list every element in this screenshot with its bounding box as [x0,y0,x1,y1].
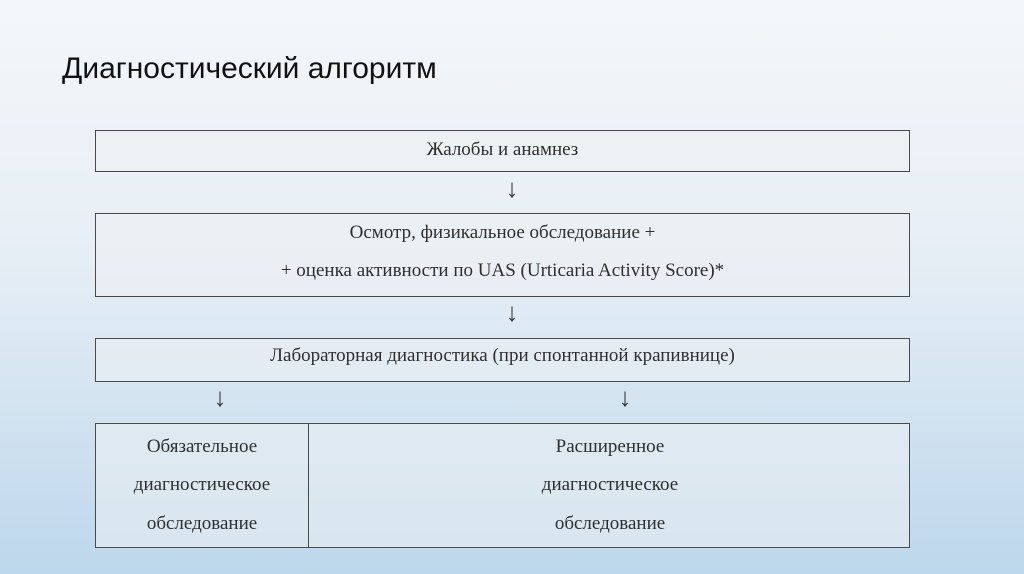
branch-mandatory-line-2: диагностическое [133,474,271,496]
step-examination-line-1: Осмотр, физикальное обследование + [349,222,656,243]
step-lab-diagnostics-label: Лабораторная диагностика (при спонтанной крапивнице) [270,345,735,366]
arrow-down-icon: ↓ [505,298,519,327]
step-complaints [95,130,910,172]
branch-extended-line-2: диагностическое [541,474,679,496]
branch-extended-line-1: Расширенное [555,436,665,458]
step-examination [95,213,910,297]
step-examination-line-2: + оценка активности по UAS (Urticaria Activity Score)* [280,260,725,281]
branch-extended [311,424,909,547]
arrow-down-icon: ↓ [505,174,519,203]
branch-table [95,423,910,548]
step-lab-diagnostics [95,338,910,382]
slide-title: Диагностический алгоритм [62,52,437,85]
arrow-down-icon: ↓ [213,383,227,412]
branch-extended-line-3: обследование [554,512,666,534]
branch-mandatory [96,424,309,547]
step-complaints-label: Жалобы и анамнез [426,139,579,160]
branch-mandatory-line-1: Обязательное [146,436,258,458]
arrow-down-icon: ↓ [618,383,632,412]
branch-mandatory-line-3: обследование [146,512,258,534]
